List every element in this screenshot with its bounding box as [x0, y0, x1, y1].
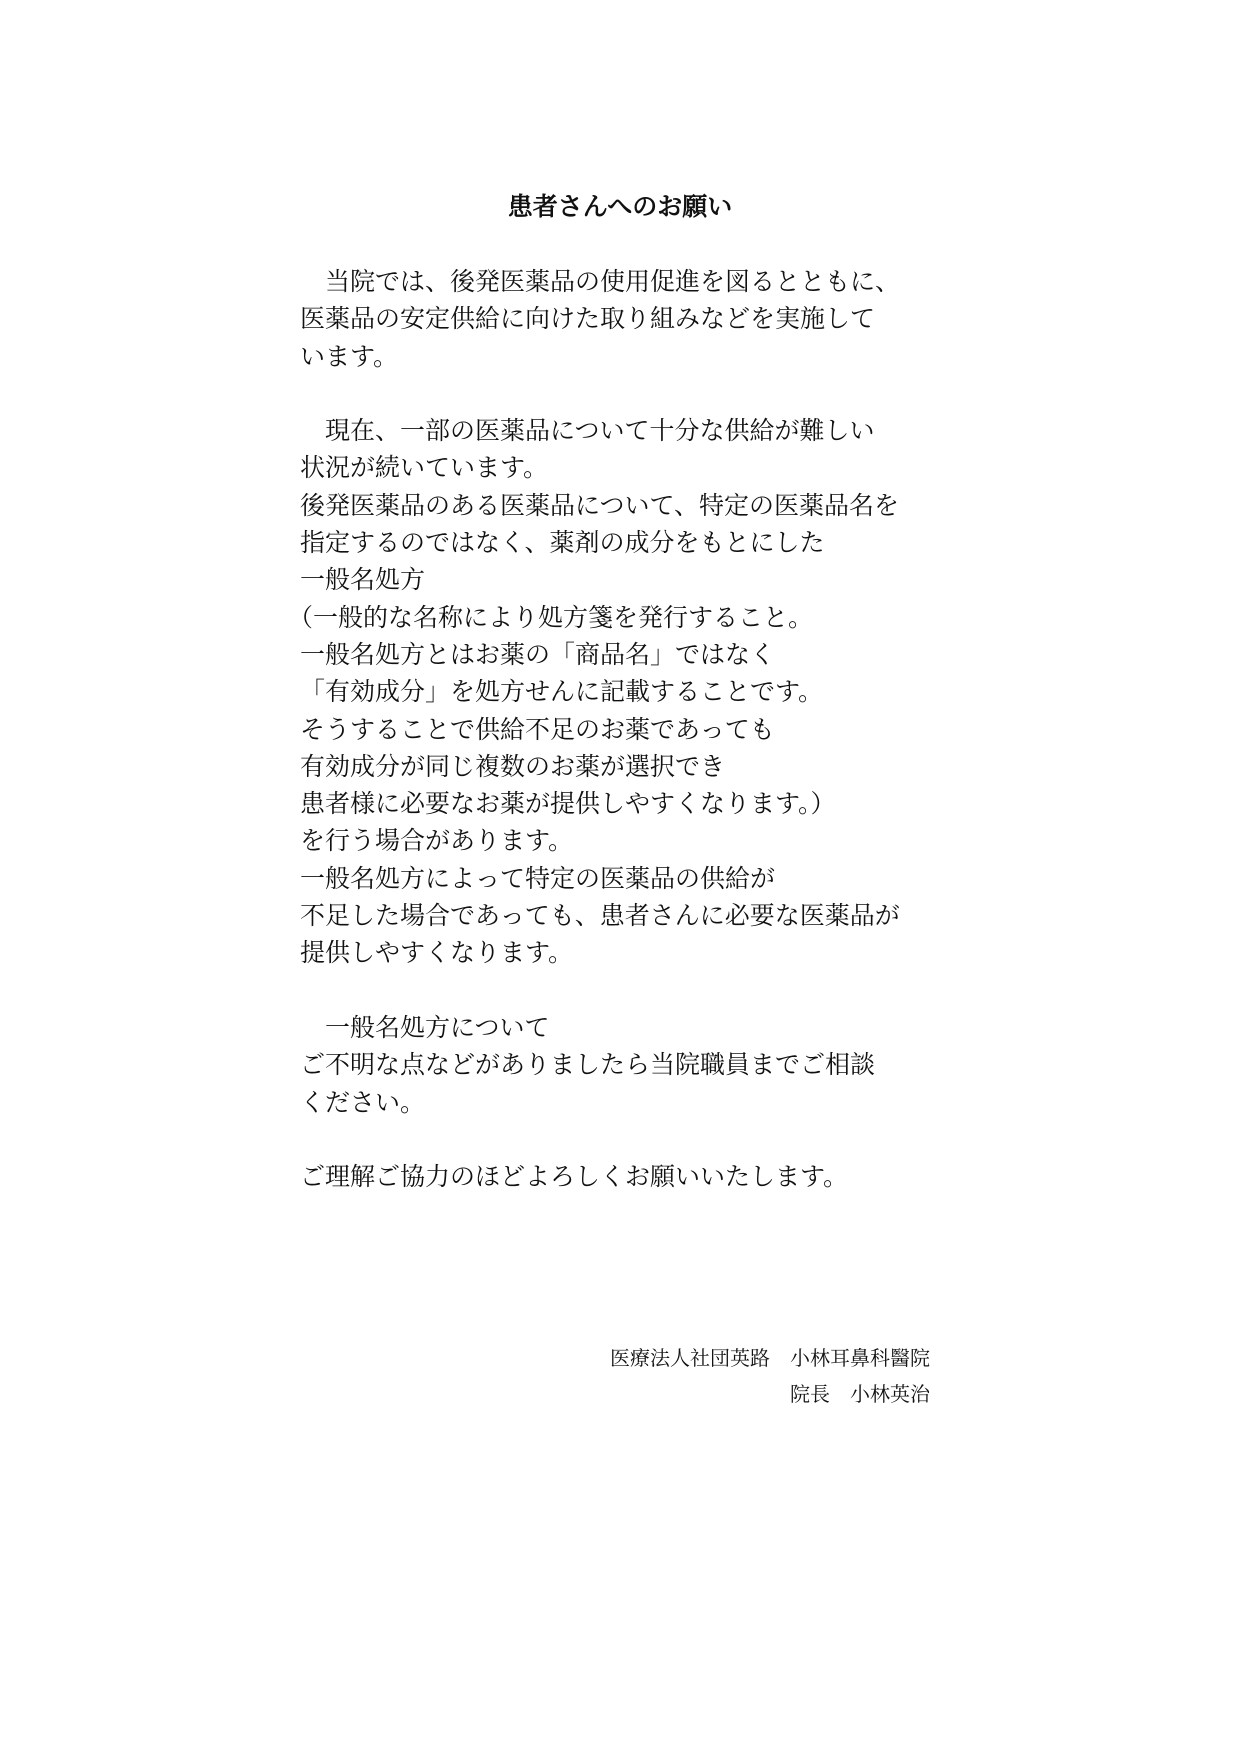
body-line: そうすることで供給不足のお薬であっても: [300, 714, 775, 744]
body-line: ご不明な点などがありましたら当院職員までご相談: [300, 1050, 876, 1080]
body-line: 医薬品の安定供給に向けた取り組みなどを実施して: [300, 304, 876, 334]
body-line: 有効成分が同じ複数のお薬が選択でき: [300, 751, 726, 781]
notice-title: 患者さんへのお願い: [507, 192, 733, 221]
paragraph-spacer: [300, 1121, 980, 1158]
body-line: います。: [300, 341, 399, 371]
body-line: 指定するのではなく、薬剤の成分をもとにした: [300, 528, 825, 558]
paragraph-spacer: [300, 972, 980, 1009]
body-line: 一般名処方について: [300, 1012, 550, 1042]
body-line: 現在、一部の医薬品について十分な供給が難しい: [300, 416, 875, 446]
body-line: 不足した場合であっても、患者さんに必要な医薬品が: [300, 901, 900, 931]
body-line: 一般名処方によって特定の医薬品の供給が: [300, 863, 776, 893]
body-line: 一般名処方とはお薬の「商品名」ではなく: [300, 639, 776, 669]
body-line: を行う場合があります。: [300, 826, 574, 856]
body-line: （一般的な名称により処方箋を発行すること。: [288, 602, 814, 632]
signature-block: [610, 1340, 930, 1412]
body-line: 状況が続いています。: [300, 453, 549, 483]
body-line: 「有効成分」を処方せんに記載することです。: [300, 677, 824, 707]
body-line: 提供しやすくなります。: [300, 938, 574, 968]
body-line: 一般名処方: [300, 565, 426, 595]
notice-body: [288, 263, 980, 1195]
body-line: 患者様に必要なお薬が提供しやすくなります。）: [300, 789, 836, 819]
body-line: ご理解ご協力のほどよろしくお願いいたします。: [300, 1162, 849, 1192]
paragraph-spacer: [300, 375, 980, 412]
body-line: 後発医薬品のある医薬品について、特定の医薬品名を: [300, 490, 900, 520]
body-line: 当院では、後発医薬品の使用促進を図るとともに、: [300, 267, 901, 296]
body-line: ください。: [300, 1087, 426, 1117]
director-name: 院長 小林英治: [790, 1382, 930, 1406]
clinic-name: 医療法人社団英路 小林耳鼻科醫院: [610, 1346, 930, 1370]
